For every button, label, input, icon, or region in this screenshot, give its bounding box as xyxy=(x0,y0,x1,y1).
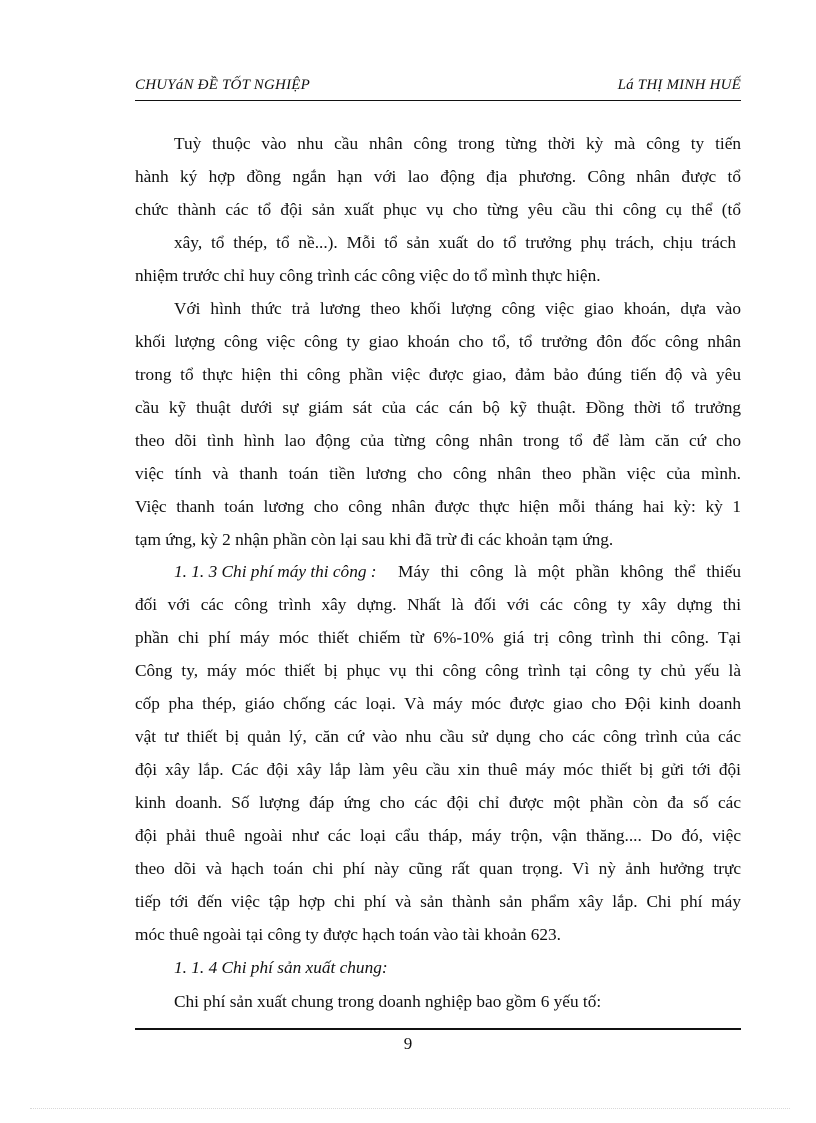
header-rule xyxy=(135,100,741,101)
paragraph-line: việc tính và thanh toán tiền lương cho công nhân theo phần việc của mình. xyxy=(135,464,741,483)
paragraph-line: chức thành các tổ đội sản xuất phục vụ cho từng yêu cầu thi công cụ thể (tổ xyxy=(135,200,741,219)
paragraph-line: Tuỳ thuộc vào nhu cầu nhân công trong từng thời kỳ mà công ty tiến xyxy=(174,134,741,153)
paragraph-line: đội xây lắp. Các đội xây lắp làm yêu cầu xin thuê máy móc thiết bị gửi tới đội xyxy=(135,760,741,779)
paragraph-line: Công ty, máy móc thiết bị phục vụ thi công công trình tại công ty chủ yếu là xyxy=(135,661,741,680)
paragraph-line: đội phải thuê ngoài như các loại cẩu tháp, máy trộn, vận thăng.... Do đó, việc xyxy=(135,826,741,845)
paragraph-line: móc thuê ngoài tại công ty được hạch toán vào tài khoản 623. xyxy=(135,925,561,944)
header-author-name: Lá THỊ MINH HUẾ xyxy=(617,77,741,93)
paragraph-line: trong tổ thực hiện thi công phần việc được giao, đảm bảo đúng tiến độ và yêu xyxy=(135,365,741,384)
paragraph-line: kinh doanh. Số lượng đáp ứng cho các đội chỉ được một phần còn đa số các xyxy=(135,793,741,812)
paragraph-line: Máy thi công là một phần không thể thiếu xyxy=(398,562,741,581)
paragraph-line: xây, tổ thép, tổ nề...). Mỗi tổ sản xuất do tổ trưởng phụ trách, chịu trách xyxy=(174,233,736,252)
paragraph-line: Việc thanh toán lương cho công nhân được thực hiện mỗi tháng hai kỳ: kỳ 1 xyxy=(135,497,741,516)
page-number: 9 xyxy=(403,1034,413,1053)
paragraph-line: hành ký hợp đồng ngắn hạn với lao động địa phương. Công nhân được tổ xyxy=(135,167,741,186)
running-header xyxy=(135,77,741,99)
paragraph-line: Chi phí sản xuất chung trong doanh nghiệp bao gồm 6 yếu tố: xyxy=(174,992,602,1011)
paragraph-line: tạm ứng, kỳ 2 nhận phần còn lại sau khi đã trừ đi các khoản tạm ứng. xyxy=(135,530,614,549)
paragraph-line: đối với các công trình xây dựng. Nhất là đối với các công ty xây dựng thi xyxy=(135,595,741,614)
paragraph-line: nhiệm trước chỉ huy công trình các công việc do tổ mình thực hiện. xyxy=(135,266,601,285)
paragraph-line: vật tư thiết bị quản lý, căn cứ vào nhu cầu sử dụng cho các công trình của các xyxy=(135,727,741,746)
paragraph-line: phần chi phí máy móc thiết chiếm từ 6%-10% giá trị công trình thi công. Tại xyxy=(135,628,741,647)
paragraph-line: cầu kỹ thuật dưới sự giám sát của các cán bộ kỹ thuật. Đồng thời tổ trưởng xyxy=(135,398,741,417)
page-edge-dotted-line xyxy=(30,1108,790,1109)
paragraph-line: cốp pha thép, giáo chống các loại. Và máy móc được giao cho Đội kinh doanh xyxy=(135,694,741,713)
paragraph-line: Với hình thức trả lương theo khối lượng công việc giao khoán, dựa vào xyxy=(174,299,741,318)
header-document-title: CHUYáN ĐỀ TỐT NGHIỆP xyxy=(135,77,310,93)
paragraph-line: theo dõi tình hình lao động của từng công nhân trong tổ để làm căn cứ cho xyxy=(135,431,741,450)
paragraph-line: khối lượng công việc công ty giao khoán cho tổ, tổ trưởng đôn đốc công nhân xyxy=(135,332,741,351)
paragraph-line: theo dõi và hạch toán chi phí này cũng rất quan trọng. Vì nỳ ảnh hưởng trực xyxy=(135,859,741,878)
footer-rule xyxy=(135,1028,741,1030)
section-heading-1-1-4: 1. 1. 4 Chi phí sản xuất chung: xyxy=(174,958,388,977)
section-heading-1-1-3: 1. 1. 3 Chi phí máy thi công : xyxy=(174,562,377,581)
paragraph-line: tiếp tới đến việc tập hợp chi phí và sản thành sản phẩm xây lắp. Chi phí máy xyxy=(135,892,741,911)
